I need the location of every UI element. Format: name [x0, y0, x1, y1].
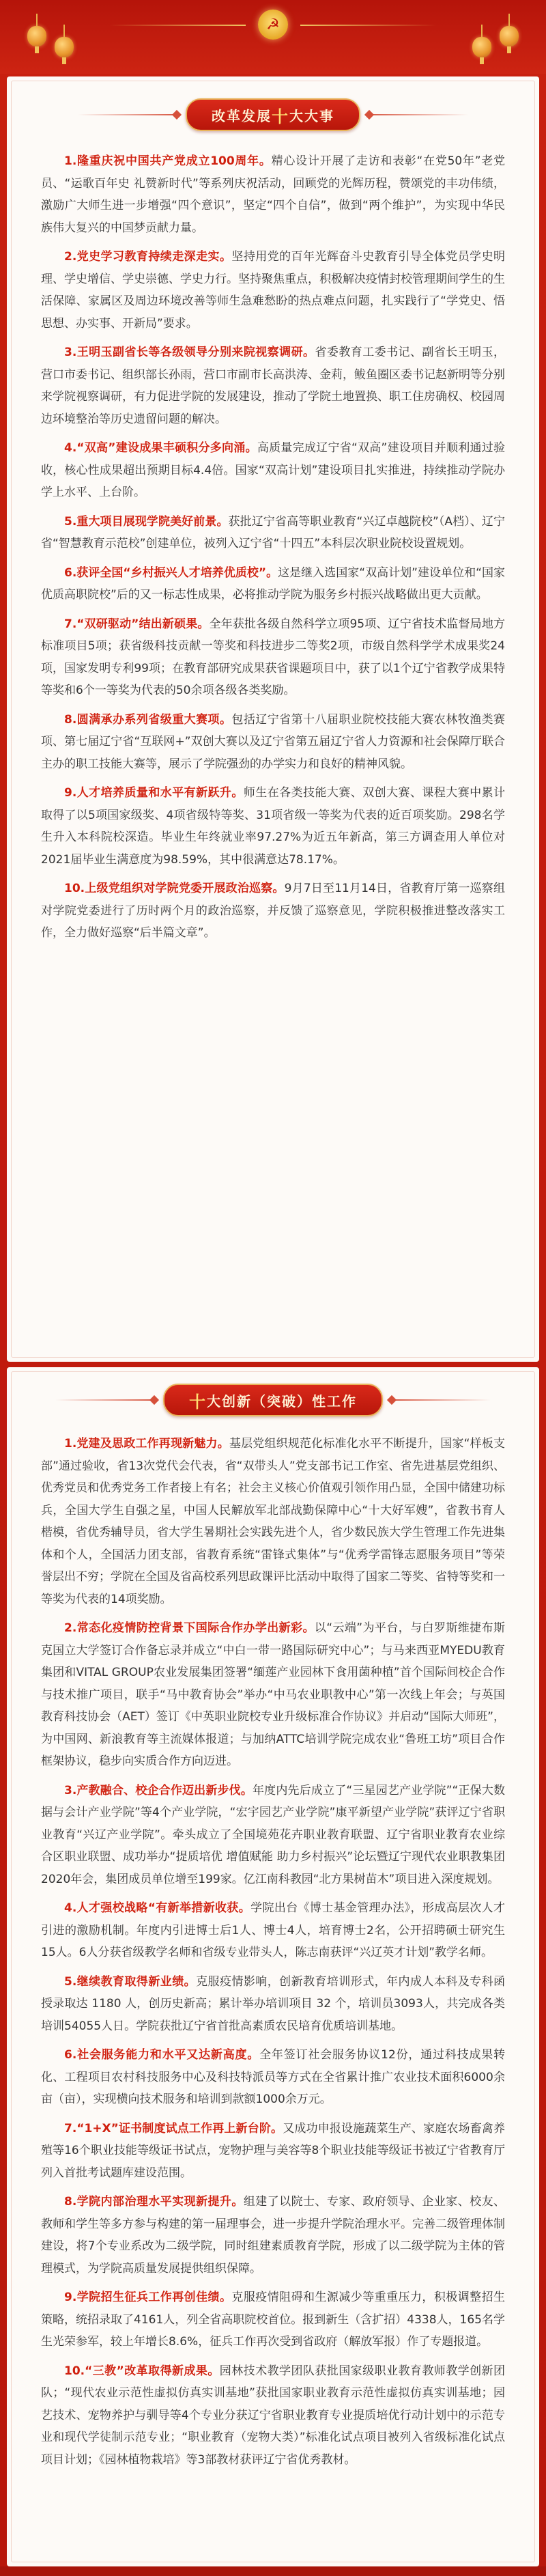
section-card-reform	[7, 76, 539, 1362]
list-item: 9.人才培养质量和水平有新跃升。师生在各类技能大赛、双创大赛、课程大赛中累计取得了以5项国家级奖、4项省级特等奖、31项省级一等奖为代表的近百项奖励。298名学生升入本科院校深造。毕业生年终就业率97.27%为近五年新高，第三方调查用人单位对2021届毕业生满意度为98.59%，其中很满意达78.17%。	[41, 786, 506, 867]
list-item: 7.“双研驱动”结出新硕果。全年获批各级自然科学立项95项、辽宁省技术监督局地方标准项目5项；获省级科技贡献一等奖和科技进步二等奖2项，市级自然科学学术成果奖24项，国家发明专利99项；在教育部研究成果获省课题项目中，获了以1个辽宁省教学成果特等奖和6个一等奖为代表的50余项各级各类奖励。	[41, 617, 505, 697]
list-item: 4.人才强校战略“有新举措新收获。学院出台《博士基金管理办法》，形成高层次人才引进的激励机制。年度内引进博士后1人、博士4人，培育博士2名，公开招聘硕士研究生15人。6人分获省级教学名师和省级专业带头人，陈志南获评“兴辽英才计划”教学名师。	[41, 1901, 505, 1959]
list-item: 5.继续教育取得新业绩。克服疫情影响，创新教育培训形式，年内成人本科及专科函授录取达 1180 人，创历史新高；累计举办培训项目 32 个，培训员3093人，共完成各类培训54055人日。学院获批辽宁省首批高素质农民培育优质培训基地。	[41, 1974, 506, 2033]
lantern-icon	[55, 37, 74, 57]
item-list	[41, 1433, 505, 2471]
section-title: 改革发展 十 大大事	[186, 98, 360, 131]
bottom-strip	[0, 2566, 546, 2576]
list-item: 10.上级党组织对学院党委开展政治巡察。9月7日至11月14日，省教育厅第一巡察组对学院党委进行了历时两个月的政治巡察，并反馈了巡察意见，学院积极推进整改落实工作，全力做好巡察“后半篇文章”。	[41, 882, 505, 940]
list-item: 7.“1+X”证书制度试点工作再上新台阶。又成功申报设施蔬菜生产、家庭农场畜禽养殖等16个职业技能等级证书试点，宠物护理与美容等8个职业技能等级证书被辽宁省教育厅列入首批考试题库建设范围。	[41, 2121, 506, 2180]
lantern-icon	[27, 26, 46, 46]
list-item: 10.“三教”改革取得新成果。园林技术教学团队获批国家级职业教育教师教学创新团队；“现代农业示范性虚拟仿真实训基地”获批国家职业教育示范性虚拟仿真实训基地；园艺技术、宠物养护与驯导等4个专业分获辽宁省职业教育专业提质培优行动计划中的示范专业和现代学徒制示范专业；“职业教育（宠物大类）”标准化试点项目被列入省级标准化试点项目计划；《园林植物栽培》等3部教材获评辽宁省优秀教材。	[41, 2364, 505, 2467]
lantern-icon	[500, 26, 519, 46]
list-item: 2.党史学习教育持续走深走实。坚持用党的百年光辉奋斗史教育引导全体党员学史明理、学史增信、学史崇德、学史力行。坚持聚焦重点，积极解决疫情封校管理期间学生的生活保障、家属区及周边环境改善等师生急难愁盼的热点难点问题，扎实践行了“学党史、悟思想、办实事、开新局”要求。	[41, 250, 506, 331]
list-item: 6.获评全国“乡村振兴人才培养优质校”。这是继入选国家“双高计划”建设单位和“国家优质高职院校”后的又一标志性成果，必将推动学院为服务乡村振兴战略做出更大贡献。	[41, 565, 505, 602]
list-item: 6.社会服务能力和水平又达新高度。全年签订社会服务协议12份，通过科技成果转化、工程项目农村科技服务中心及科技特派员等方式在全省累计推广农业技术面积6000余亩（亩），实现横向技术服务和培训到款额1000余万元。	[41, 2048, 505, 2106]
list-item: 5.重大项目展现学院美好前景。获批辽宁省高等职业教育“兴辽卓越院校”（A档）、辽宁省“智慧教育示范校”创建单位，被列入辽宁省“十四五”本科层次职业院校设置规划。	[41, 514, 506, 550]
list-item: 4.“双高”建设成果丰硕积分多向涌。高质量完成辽宁省“双高”建设项目并顺利通过验收，核心性成果超出预期目标4.4倍。国家“双高计划”建设项目扎实推进，持续推动学院办学上水平、上台阶。	[41, 441, 505, 499]
list-item: 8.圆满承办系列省级重大赛项。包括辽宁省第十八届职业院校技能大赛农林牧渔类赛项、第七届辽宁省“互联网+”双创大赛以及辽宁省第五届辽宁省人力资源和社会保障厅联合主办的职工技能大赛等，展示了学院强劲的办学实力和良好的精神风貌。	[41, 712, 506, 771]
list-item: 9.学院招生征兵工作再创佳绩。克服疫情阻碍和生源减少等重重压力，积极调整招生策略，统招录取了4161人，列全省高职院校首位。报到新生（含扩招）4338人，165名学生光荣参军，较上年增长8.6%，征兵工作再次受到省政府（解放军报）作了专题报道。	[41, 2291, 506, 2349]
header-ornament-left	[55, 1395, 158, 1405]
top-banner	[0, 0, 546, 74]
party-emblem-icon: ☭	[258, 10, 288, 40]
section-card-innovation	[7, 1367, 539, 2566]
banner-divider-right	[300, 25, 437, 26]
list-item: 3.产教融合、校企合作迈出新步伐。年度内先后成立了“三星园艺产业学院”“正保大数据与会计产业学院”等4个产业学院，“宏宇园艺产业学院”康平新望产业学院”获评辽宁省职业教育“兴辽产业学院”。牵头成立了全国境苑花卉职业教育联盟、辽宁省职业教育农业综合区职业联盟、成功举办“提质培优 增值赋能 助力乡村振兴”论坛暨辽宁现代农业职教集团2020年会，集团成员单位增至199家。亿江南科教园“北方果树苗木”项目进入深度规划。	[41, 1783, 506, 1886]
header-ornament-left	[78, 109, 180, 120]
list-item: 1.党建及思政工作再现新魅力。基层党组织规范化标准化水平不断提升，国家“样板支部”通过验收，省13次党代会代表，省“双带头人”党支部书记工作室、省先进基层党组织、优秀党员和优秀党务工作者接上有名；社会主义核心价值观引领作用凸显，全国中储建功标兵，全国大学生自强之星，中国人民解放军北部战勤保障中心“十大好军嫂”，省教书育人楷模，省优秀辅导员，省大学生暑期社会实践先进个人，省少数民族大学生管理工作先进集体和个人，全国活力团支部，省教育系统“雷锋式集体”与“优秀学雷锋志愿服务项目”等荣誉层出不穷；学院在全国及省高校系列思政课评比活动中取得了国家二等奖、省特等奖和一等奖为代表的14项奖励。	[41, 1437, 505, 1606]
section-title: 十 大创新（突破）性工作	[163, 1384, 383, 1416]
list-item: 2.常态化疫情防控背景下国际合作办学出新彩。以“云端”为平台，与白罗斯维捷布斯克国立大学签订合作备忘录并成立“中白一带一路国际研究中心”；与马来西亚MYEDU教育集团和VITAL GROUP农业发展集团签署“缅莲产业园林下食用菌种植”首个国际间校企合作与技术推广项目，联手“马中教育协会”举办“中马农业职教中心”第一次线上年会；与英国教育科技协会（AET）签订《中英职业院校专业升级标准合作协议》并启动“国际大师班”，为中国网、新浪教育等主流媒体报道；与加纳ATTC培训学院完成农业“鲁班工坊”项目合作框架协议，稳步向实质合作方向迈进。	[41, 1621, 505, 1768]
header-ornament-right	[388, 1395, 491, 1405]
item-list	[41, 150, 505, 944]
list-item: 3.王明玉副省长等各级领导分别来院视察调研。省委教育工委书记、副省长王明玉，营口市委书记、组织部长孙雨，营口市副市长高洪涛、金莉，鲅鱼圈区委书记赵新明等分别来学院视察调研，有力促进学院的发展建设，推动了学院土地置换、职工住房确权、校园周边环境整治等历史遗留问题的解决。	[41, 346, 506, 426]
header-ornament-right	[366, 109, 468, 120]
list-item: 1.隆重庆祝中国共产党成立100周年。精心设计开展了走访和表彰“在党50年”老党员、“运歌百年史 礼赞新时代”等系列庆祝活动，回顾党的光辉历程，赞颂党的丰功伟绩，激励广大师生进一步增强“四个意识”，坚定“四个自信”，做到“两个维护”，为实现中华民族伟大复兴的中国梦贡献力量。	[41, 154, 505, 235]
section-header	[7, 1380, 539, 1420]
list-item: 8.学院内部治理水平实现新提升。组建了以院士、专家、政府领导、企业家、校友、教师和学生等多方参与构建的第一届理事会，进一步提升学院治理水平。完善二级管理体制建设，将7个专业系改为二级学院，同时组建素质教育学院，形成了以二级学院为主体的管理模式，为学院高质量发展提供组织保障。	[41, 2195, 506, 2276]
section-header	[7, 94, 539, 135]
banner-divider-left	[109, 25, 246, 26]
lantern-icon	[472, 37, 491, 57]
